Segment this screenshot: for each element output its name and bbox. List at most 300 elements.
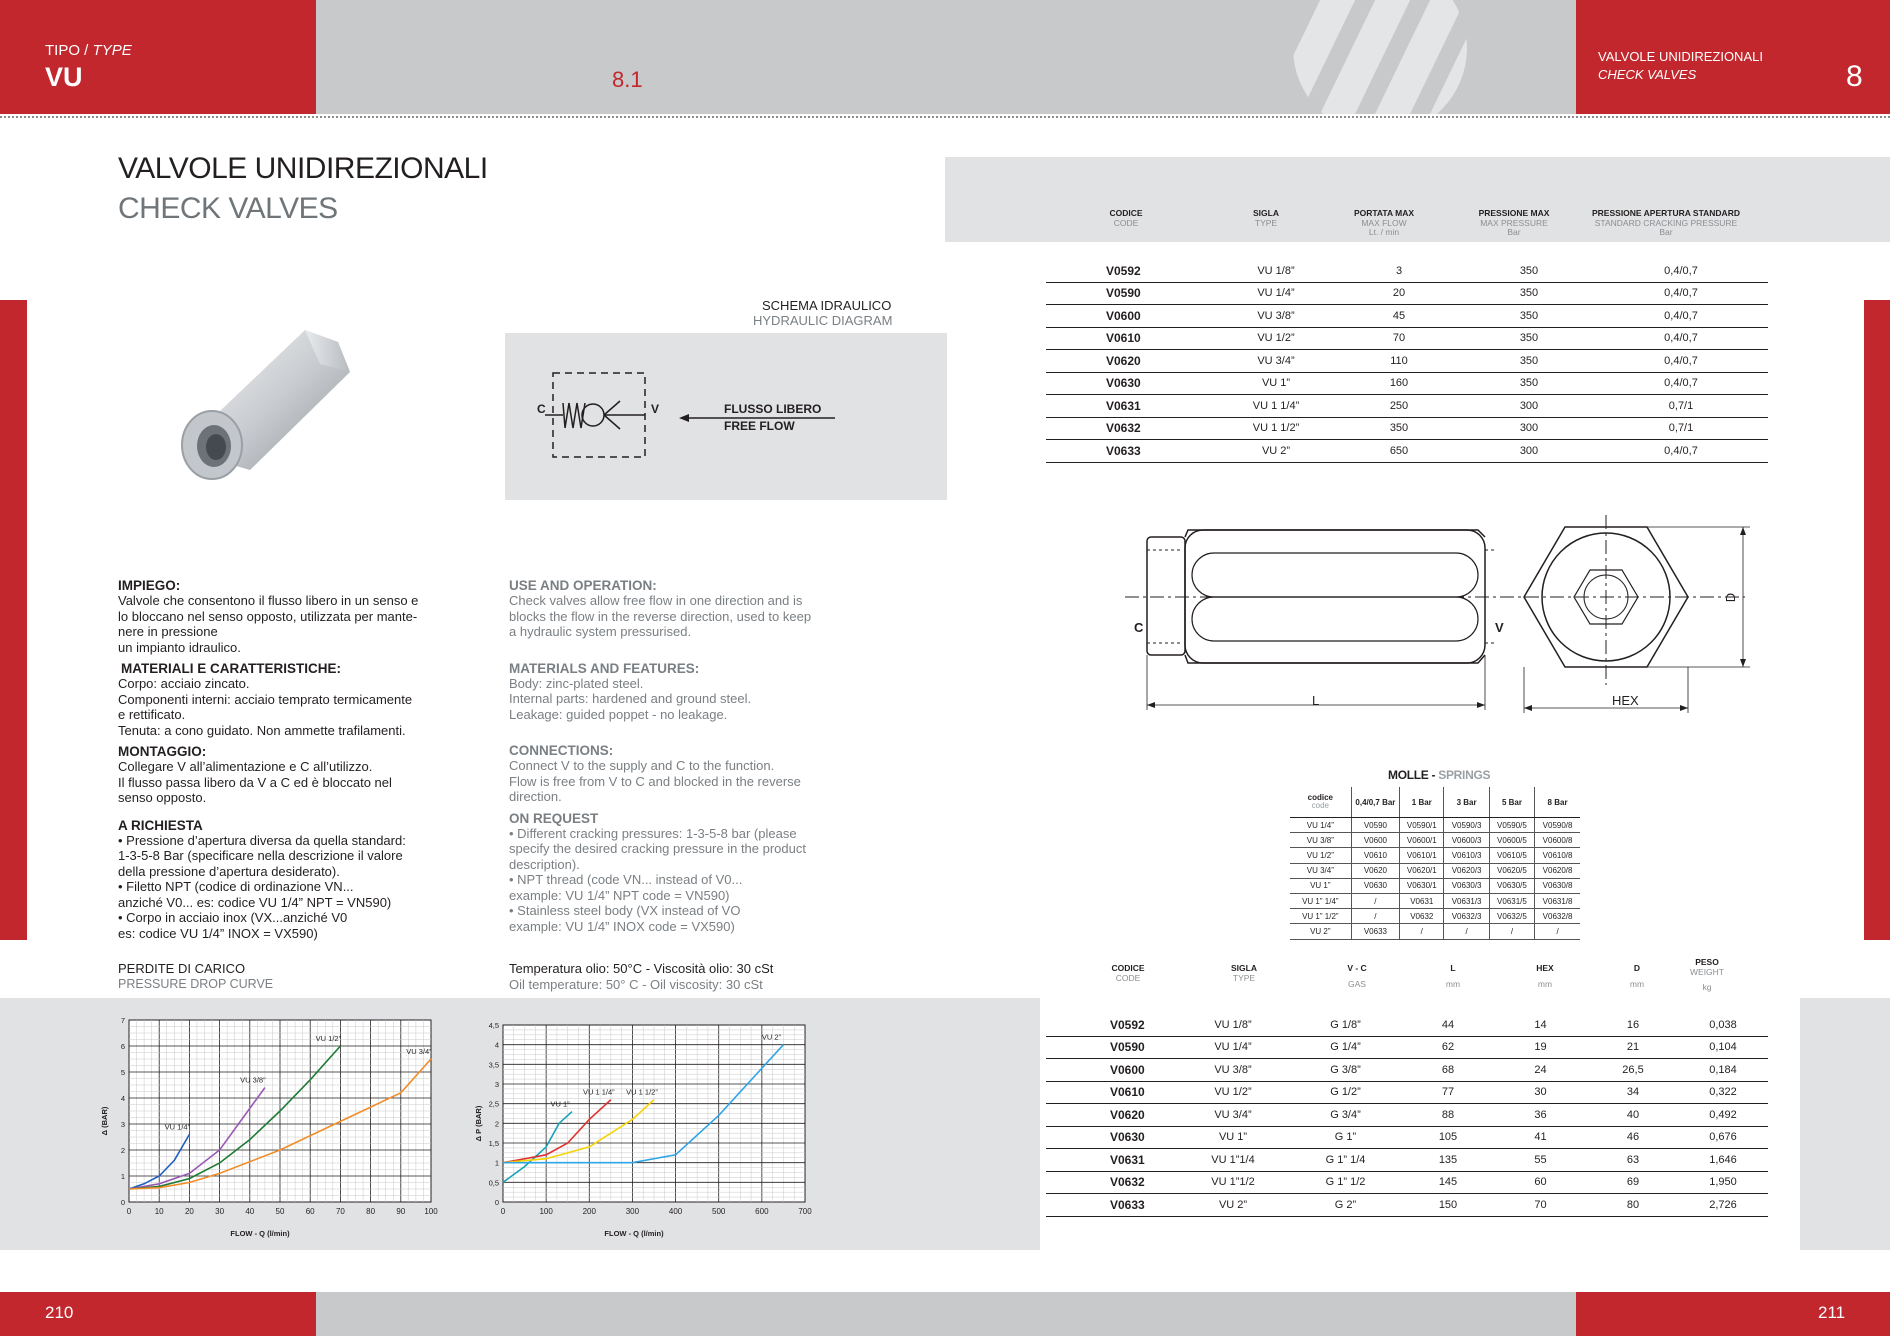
product-photo [170, 320, 370, 500]
series-label: VU 1 1/2” [626, 1087, 658, 1097]
table-cell: VU 1/4” [1218, 282, 1334, 305]
springs-cell: V0590/8 [1535, 818, 1580, 833]
series-label: VU 2” [761, 1032, 782, 1042]
table-cell: 150 [1403, 1194, 1493, 1217]
table-cell: 21 [1588, 1036, 1678, 1059]
table-row [1046, 282, 1768, 305]
table-cell: 0,184 [1678, 1059, 1768, 1082]
y-tick-label: 4,5 [488, 1021, 499, 1030]
x-tick-label: 500 [712, 1207, 726, 1216]
materiali-text: Corpo: acciaio zincato. Componenti interni: acciaio temprato termicamente e rettificato. Tenuta: a cono guidato. Non ammette trafilamenti. [118, 676, 413, 738]
table-cell: VU 2” [1178, 1194, 1288, 1217]
x-tick-label: 30 [215, 1207, 225, 1216]
main-table [1046, 260, 1768, 463]
table-cell: G 1/8” [1288, 1014, 1403, 1036]
springs-row [1290, 924, 1580, 939]
table-cell: G 1” [1288, 1126, 1403, 1149]
hydraulic-symbol [505, 333, 947, 500]
table-cell: 160 [1334, 372, 1464, 395]
springs-cell: V0610 [1351, 848, 1400, 863]
springs-cell: V0620/8 [1535, 863, 1580, 878]
springs-cell: V0631/3 [1444, 893, 1489, 908]
table-cell: V0631 [1046, 395, 1218, 418]
flow-label-it: FLUSSO LIBERO [724, 402, 822, 416]
table-cell: 0,676 [1678, 1126, 1768, 1149]
table-cell: V0590 [1046, 1036, 1178, 1059]
temperature-en: Oil temperature: 50° C - Oil viscosity: 30 cSt [509, 977, 763, 992]
table-cell: 36 [1493, 1104, 1588, 1127]
drawing-label-d: D [1723, 592, 1739, 603]
drawing-label-c: C [1134, 620, 1144, 635]
springs-title: MOLLE - SPRINGS [1388, 768, 1491, 782]
table-cell: VU 3/8” [1218, 305, 1334, 328]
table-cell: V0632 [1046, 417, 1218, 440]
y-tick-label: 3,5 [488, 1060, 499, 1070]
springs-head: 5 Bar [1489, 787, 1534, 818]
table-cell: 0,4/0,7 [1594, 327, 1768, 350]
montaggio-text: Collegare V all’alimentazione e C all’utilizzo. Il flusso passa libero da V a C ed è bloccato nel senso opposto. [118, 759, 392, 805]
port-c-label: C [537, 402, 546, 416]
table-row [1046, 260, 1768, 282]
table-cell: V0633 [1046, 1194, 1178, 1217]
springs-cell: VU 3/4” [1290, 863, 1351, 878]
table-cell: 350 [1464, 305, 1594, 328]
table-cell: G 1” 1/4 [1288, 1149, 1403, 1172]
table-cell: 300 [1464, 417, 1594, 440]
springs-cell: V0631/5 [1489, 893, 1534, 908]
table-cell: 0,104 [1678, 1036, 1768, 1059]
right-title-it: VALVOLE UNIDIREZIONALI [1598, 49, 1763, 64]
x-axis-label: FLOW - Q (l/min) [604, 1229, 664, 1238]
springs-cell: VU 1” 1/4” [1290, 893, 1351, 908]
table-cell: 0,7/1 [1594, 395, 1768, 418]
table-row [1046, 1081, 1768, 1104]
right-title-en: CHECK VALVES [1598, 67, 1697, 82]
table-cell: 88 [1403, 1104, 1493, 1127]
table-cell: VU 3/4” [1178, 1104, 1288, 1127]
text-en-column [509, 578, 829, 934]
materials-text: Body: zinc-plated steel. Internal parts: hardened and ground steel. Leakage: guided poppet - no leakage. [509, 675, 752, 722]
table-cell: VU 1” [1218, 372, 1334, 395]
port-v-label: V [651, 402, 660, 416]
series-label: VU 3/8” [240, 1075, 266, 1085]
x-tick-label: 100 [539, 1207, 553, 1216]
series-label: VU 1” [550, 1099, 570, 1109]
springs-head: 1 Bar [1400, 787, 1444, 818]
table-cell: 44 [1403, 1014, 1493, 1036]
table-cell: 0,322 [1678, 1081, 1768, 1104]
table-cell: 1,950 [1678, 1171, 1768, 1194]
table-cell: 300 [1464, 395, 1594, 418]
springs-cell: V0590 [1351, 818, 1400, 833]
table-row [1046, 1014, 1768, 1036]
y-tick-label: 4 [120, 1094, 125, 1103]
table-cell: 350 [1464, 260, 1594, 282]
springs-cell: V0631 [1400, 893, 1444, 908]
springs-row [1290, 878, 1580, 893]
table-cell: VU 1/4” [1178, 1036, 1288, 1059]
table-cell: G 3/8” [1288, 1059, 1403, 1082]
table-cell: 350 [1464, 350, 1594, 373]
richiesta-text: • Pressione d’apertura diversa da quella standard: 1-3-5-8 Bar (specificare nella descrizione il valore della pressione d’apertura desiderato). • Filetto NPT (codice di ordinazione VN... anziché V0... es: codice VU 1/4” NPT = VN590) • Corpo in acciaio inox (VX...anziché V0 es: codice VU 1/4” INOX = VX590) [118, 832, 406, 941]
table-cell: 300 [1464, 440, 1594, 463]
materiali-heading: MATERIALI E CARATTERISTICHE: [121, 661, 341, 676]
chapter-number: 8 [1846, 60, 1863, 93]
springs-cell: V0610/3 [1444, 848, 1489, 863]
dim-table-header-cell: HEX mm [1536, 963, 1554, 989]
series-label: VU 1 1/4” [583, 1087, 615, 1097]
table-cell: 30 [1493, 1081, 1588, 1104]
table-cell: 0,4/0,7 [1594, 305, 1768, 328]
table-cell: 0,4/0,7 [1594, 282, 1768, 305]
page-number-left: 210 [45, 1303, 74, 1322]
springs-cell: V0590/3 [1444, 818, 1489, 833]
connections-heading: CONNECTIONS: [509, 743, 614, 758]
table-cell: G 3/4” [1288, 1104, 1403, 1127]
x-tick-label: 300 [625, 1207, 640, 1216]
pressure-drop-chart-1 [95, 1008, 450, 1243]
table-row [1046, 1036, 1768, 1059]
use-text: Check valves allow free flow in one direction and is blocks the flow in the reverse direction, used to keep a hydraulic system pressurised. [509, 593, 812, 639]
table-cell: G 2” [1288, 1194, 1403, 1217]
dim-table-header-cell: V - C GAS [1347, 963, 1367, 989]
table-cell: 0,038 [1678, 1014, 1768, 1036]
table-cell: 135 [1403, 1149, 1493, 1172]
springs-head: 8 Bar [1535, 787, 1580, 818]
x-tick-label: 200 [582, 1207, 596, 1216]
y-tick-label: 6 [120, 1042, 125, 1051]
springs-cell: V0610/5 [1489, 848, 1534, 863]
text-it-column [118, 578, 428, 941]
springs-head: 0,4/0,7 Bar [1351, 787, 1400, 818]
table-cell: VU 1/8” [1218, 260, 1334, 282]
x-tick-label: 0 [126, 1207, 132, 1216]
table-row [1046, 395, 1768, 418]
table-cell: 0,492 [1678, 1104, 1768, 1127]
springs-row [1290, 818, 1580, 833]
springs-cell: V0632/8 [1535, 909, 1580, 924]
springs-head: 3 Bar [1444, 787, 1489, 818]
main-table-header-cell: PRESSIONE APERTURA STANDARD STANDARD CRACKING PRESSURE Bar [1592, 208, 1740, 237]
table-cell: G 1” 1/2 [1288, 1171, 1403, 1194]
springs-cell: V0610/8 [1535, 848, 1580, 863]
table-cell: V0592 [1046, 260, 1218, 282]
springs-cell: V0633 [1351, 924, 1400, 939]
y-tick-label: 2 [494, 1119, 499, 1129]
springs-cell: VU 1” [1290, 878, 1351, 893]
montaggio-heading: MONTAGGIO: [118, 744, 207, 759]
dim-table-header-cell: PESO WEIGHT kg [1690, 957, 1724, 992]
springs-row [1290, 833, 1580, 848]
drawing-label-v: V [1495, 620, 1504, 635]
springs-cell: / [1444, 924, 1489, 939]
table-cell: 77 [1403, 1081, 1493, 1104]
connections-text: Connect V to the supply and C to the function. Flow is free from V to C and blocked in the reverse direction. [509, 758, 801, 804]
table-cell: 63 [1588, 1149, 1678, 1172]
table-cell: VU 1”1/2 [1178, 1171, 1288, 1194]
drawing-label-hex: HEX [1612, 693, 1639, 708]
x-axis-label: FLOW - Q (l/min) [230, 1229, 290, 1238]
table-cell: 46 [1588, 1126, 1678, 1149]
materials-heading: MATERIALS AND FEATURES: [509, 660, 700, 676]
use-heading: USE AND OPERATION: [509, 578, 657, 593]
y-tick-label: 0,5 [488, 1178, 499, 1188]
pressure-drop-en: PRESSURE DROP CURVE [118, 977, 274, 991]
springs-cell: / [1535, 924, 1580, 939]
table-cell: 0,4/0,7 [1594, 372, 1768, 395]
table-cell: V0633 [1046, 440, 1218, 463]
table-cell: VU 2” [1218, 440, 1334, 463]
table-cell: 350 [1464, 372, 1594, 395]
springs-row [1290, 909, 1580, 924]
table-cell: VU 1/2” [1218, 327, 1334, 350]
flow-label-en: FREE FLOW [724, 419, 795, 433]
table-row [1046, 350, 1768, 373]
y-tick-label: 3 [120, 1120, 125, 1129]
y-axis-label: Δ P (BAR) [474, 1105, 483, 1142]
x-tick-label: 90 [396, 1207, 406, 1216]
springs-cell: / [1351, 893, 1400, 908]
request-text: • Different cracking pressures: 1-3-5-8 bar (please specify the desired cracking pressure in the product description). • NPT thread (code VN... instead of V0... example: VU 1/4” NPT code = VN590) • Stainless steel body (VX instead of VO example: VU 1/4” INOX code = VX590) [509, 825, 806, 934]
main-table-header-cell: PRESSIONE MAX MAX PRESSURE Bar [1478, 208, 1550, 237]
table-cell: 650 [1334, 440, 1464, 463]
x-tick-label: 80 [366, 1207, 376, 1216]
springs-cell: V0620/1 [1400, 863, 1444, 878]
table-cell: 26,5 [1588, 1059, 1678, 1082]
table-cell: 250 [1334, 395, 1464, 418]
table-cell: VU 1/2” [1178, 1081, 1288, 1104]
x-tick-label: 600 [755, 1207, 769, 1216]
table-cell: 14 [1493, 1014, 1588, 1036]
table-cell: V0630 [1046, 372, 1218, 395]
table-cell: 45 [1334, 305, 1464, 328]
springs-cell: V0620/3 [1444, 863, 1489, 878]
springs-cell: V0632/5 [1489, 909, 1534, 924]
table-cell: V0610 [1046, 1081, 1178, 1104]
type-value: VU [45, 62, 83, 92]
y-tick-label: 2,5 [488, 1099, 499, 1109]
table-cell: VU 3/8” [1178, 1059, 1288, 1082]
springs-code-head: codice code [1290, 787, 1351, 818]
springs-cell: V0620 [1351, 863, 1400, 878]
springs-row [1290, 893, 1580, 908]
table-cell: V0630 [1046, 1126, 1178, 1149]
table-cell: 350 [1464, 282, 1594, 305]
right-edge-marker [1864, 300, 1890, 940]
y-tick-label: 7 [120, 1016, 125, 1025]
y-tick-label: 4 [494, 1040, 499, 1050]
table-row [1046, 1126, 1768, 1149]
springs-cell: VU 1” 1/2” [1290, 909, 1351, 924]
table-row [1046, 1104, 1768, 1127]
table-cell: V0600 [1046, 1059, 1178, 1082]
springs-cell: V0590/5 [1489, 818, 1534, 833]
springs-cell: VU 3/8” [1290, 833, 1351, 848]
springs-cell: V0630/8 [1535, 878, 1580, 893]
springs-cell: / [1489, 924, 1534, 939]
dim-table-header-cell: D mm [1629, 963, 1645, 989]
hydraulic-title-en: HYDRAULIC DIAGRAM [753, 313, 893, 328]
table-cell: 69 [1588, 1171, 1678, 1194]
table-cell: 0,4/0,7 [1594, 260, 1768, 282]
drawing-label-l: L [1312, 693, 1320, 708]
table-cell: 2,726 [1678, 1194, 1768, 1217]
dim-table-header-cell: CODICE CODE [1111, 963, 1145, 983]
x-tick-label: 700 [798, 1207, 812, 1216]
table-cell: 0,7/1 [1594, 417, 1768, 440]
table-cell: V0600 [1046, 305, 1218, 328]
table-cell: 110 [1334, 350, 1464, 373]
y-tick-label: 5 [120, 1068, 125, 1077]
table-cell: 68 [1403, 1059, 1493, 1082]
header-stripes-graphic [1265, 0, 1495, 114]
table-row [1046, 372, 1768, 395]
dim-table [1046, 1014, 1768, 1217]
table-cell: VU 1 1/2” [1218, 417, 1334, 440]
impiego-heading: IMPIEGO: [118, 578, 181, 593]
table-cell: 145 [1403, 1171, 1493, 1194]
table-cell: 20 [1334, 282, 1464, 305]
table-cell: 34 [1588, 1081, 1678, 1104]
series-label: VU 3/4” [406, 1047, 432, 1056]
table-cell: V0590 [1046, 282, 1218, 305]
section-number: 8.1 [612, 67, 643, 92]
table-cell: V0620 [1046, 1104, 1178, 1127]
table-cell: 40 [1588, 1104, 1678, 1127]
x-tick-label: 10 [154, 1207, 164, 1216]
springs-cell: VU 1/2” [1290, 848, 1351, 863]
series-label: VU 1/4” [164, 1122, 191, 1132]
springs-cell: V0630/3 [1444, 878, 1489, 893]
y-tick-label: 0 [120, 1198, 125, 1207]
page-number-right: 211 [1818, 1303, 1846, 1322]
springs-cell: V0630 [1351, 878, 1400, 893]
springs-cell: / [1400, 924, 1444, 939]
table-cell: VU 1”1/4 [1178, 1149, 1288, 1172]
table-cell: 62 [1403, 1036, 1493, 1059]
y-tick-label: 2 [120, 1146, 125, 1155]
springs-cell: V0620/5 [1489, 863, 1534, 878]
table-cell: VU 1” [1178, 1126, 1288, 1149]
dim-table-header-cell: L mm [1445, 963, 1461, 989]
y-tick-label: 1 [120, 1172, 125, 1181]
table-cell: 1,646 [1678, 1149, 1768, 1172]
table-cell: 55 [1493, 1149, 1588, 1172]
springs-cell: V0610/1 [1400, 848, 1444, 863]
table-row [1046, 440, 1768, 463]
springs-cell: VU 1/4” [1290, 818, 1351, 833]
table-cell: 350 [1464, 327, 1594, 350]
springs-cell: V0632 [1400, 909, 1444, 924]
technical-drawing [1125, 515, 1765, 715]
main-table-header-cell: CODICE CODE [1109, 208, 1143, 228]
table-cell: 80 [1588, 1194, 1678, 1217]
springs-cell: V0632/3 [1444, 909, 1489, 924]
x-tick-label: 50 [275, 1207, 285, 1216]
table-row [1046, 305, 1768, 328]
springs-cell: V0600/3 [1444, 833, 1489, 848]
springs-cell: V0600/8 [1535, 833, 1580, 848]
table-row [1046, 417, 1768, 440]
table-cell: 350 [1334, 417, 1464, 440]
main-table-header-cell: PORTATA MAX MAX FLOW Lt. / min [1353, 208, 1415, 237]
table-cell: 70 [1334, 327, 1464, 350]
springs-row [1290, 863, 1580, 878]
x-tick-label: 400 [668, 1207, 683, 1216]
y-tick-label: 1,5 [488, 1139, 499, 1148]
table-cell: VU 1/8” [1178, 1014, 1288, 1036]
x-tick-label: 20 [184, 1207, 194, 1216]
table-cell: V0632 [1046, 1171, 1178, 1194]
table-cell: 70 [1493, 1194, 1588, 1217]
table-cell: 41 [1493, 1126, 1588, 1149]
series-label: VU 1/2” [315, 1034, 342, 1043]
main-table-header-cell: SIGLA TYPE [1253, 208, 1279, 228]
y-axis-label: Δ (BAR) [100, 1106, 109, 1136]
table-cell: 0,4/0,7 [1594, 350, 1768, 373]
pressure-drop-it: PERDITE DI CARICO [118, 961, 246, 976]
springs-cell: V0590/1 [1400, 818, 1444, 833]
table-cell: V0592 [1046, 1014, 1178, 1036]
temperature-it: Temperatura olio: 50°C - Viscosità olio: 30 cSt [509, 961, 774, 976]
table-row [1046, 1171, 1768, 1194]
table-row [1046, 1059, 1768, 1082]
table-row [1046, 1194, 1768, 1217]
pressure-drop-chart-2 [455, 1008, 815, 1243]
richiesta-heading: A RICHIESTA [118, 817, 203, 833]
y-tick-label: 1 [494, 1158, 499, 1168]
y-tick-label: 3 [494, 1080, 499, 1089]
springs-cell: V0630/5 [1489, 878, 1534, 893]
springs-cell: V0600 [1351, 833, 1400, 848]
tipo-label: TIPO / TYPE [45, 42, 132, 59]
table-cell: V0631 [1046, 1149, 1178, 1172]
x-tick-label: 70 [335, 1207, 345, 1216]
table-cell: 16 [1588, 1014, 1678, 1036]
table-row [1046, 1149, 1768, 1172]
table-cell: VU 3/4” [1218, 350, 1334, 373]
table-cell: G 1/2” [1288, 1081, 1403, 1104]
title-it: VALVOLE UNIDIREZIONALI [118, 152, 488, 185]
springs-cell: V0600/5 [1489, 833, 1534, 848]
x-tick-label: 100 [424, 1207, 438, 1216]
x-tick-label: 40 [245, 1207, 255, 1216]
dim-table-header-cell: SIGLA TYPE [1231, 963, 1257, 983]
header-dotted-rule [0, 116, 1890, 118]
springs-cell: V0600/1 [1400, 833, 1444, 848]
springs-row [1290, 848, 1580, 863]
hydraulic-title-it: SCHEMA IDRAULICO [762, 298, 892, 313]
springs-cell: V0630/1 [1400, 878, 1444, 893]
springs-cell: VU 2” [1290, 924, 1351, 939]
table-cell: 19 [1493, 1036, 1588, 1059]
table-cell: G 1/4” [1288, 1036, 1403, 1059]
springs-cell: V0631/8 [1535, 893, 1580, 908]
table-cell: V0610 [1046, 327, 1218, 350]
footer-center-band [316, 1292, 1576, 1336]
table-cell: 105 [1403, 1126, 1493, 1149]
y-tick-label: 0 [494, 1198, 499, 1207]
x-tick-label: 60 [305, 1207, 315, 1216]
springs-cell: / [1351, 909, 1400, 924]
table-cell: VU 1 1/4” [1218, 395, 1334, 418]
title-en: CHECK VALVES [118, 192, 338, 225]
table-cell: 3 [1334, 260, 1464, 282]
table-cell: 24 [1493, 1059, 1588, 1082]
table-row [1046, 327, 1768, 350]
table-cell: 60 [1493, 1171, 1588, 1194]
impiego-text: Valvole che consentono il flusso libero in un senso e lo bloccano nel senso opposto, utilizzata per mante- nere in pressione un impianto idraulico. [118, 593, 419, 655]
